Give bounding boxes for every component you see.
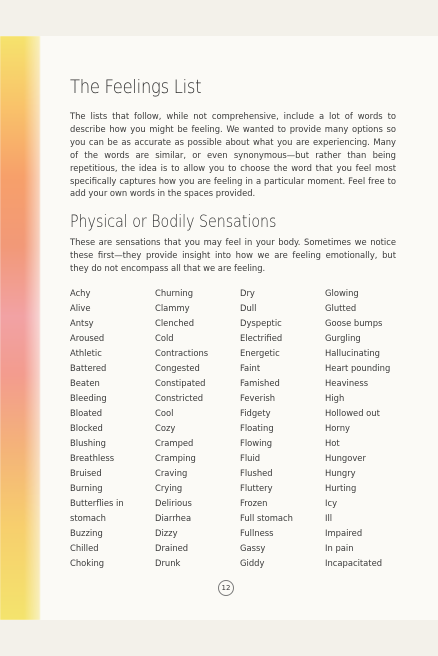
feeling-word: Ill bbox=[325, 513, 333, 523]
feeling-word: Chilled bbox=[70, 543, 99, 553]
feeling-word: Gurgling bbox=[325, 333, 361, 343]
feeling-word: Hot bbox=[325, 438, 340, 448]
feeling-word: Cozy bbox=[155, 423, 176, 433]
feeling-word: Heaviness bbox=[325, 378, 369, 388]
feeling-word: Hungry bbox=[325, 468, 356, 478]
feeling-word: Clenched bbox=[155, 318, 195, 328]
feeling-word: Dull bbox=[240, 303, 257, 313]
feeling-word: Diarrhea bbox=[155, 513, 192, 523]
feeling-word: Cold bbox=[155, 333, 174, 343]
feeling-word: Buzzing bbox=[70, 528, 103, 538]
feeling-word: Hungover bbox=[325, 453, 366, 463]
feeling-word: Flowing bbox=[240, 438, 273, 448]
feeling-word: Congested bbox=[155, 363, 200, 373]
feeling-word: Faint bbox=[240, 363, 261, 373]
page-title: The Feelings List bbox=[70, 76, 202, 98]
feeling-word: Giddy bbox=[240, 558, 265, 568]
feeling-word: Dry bbox=[240, 288, 255, 298]
feeling-word: Burning bbox=[70, 483, 103, 493]
feeling-word: Energetic bbox=[240, 348, 280, 358]
feeling-word: Fluttery bbox=[240, 483, 273, 493]
feeling-word: Dizzy bbox=[155, 528, 178, 538]
feeling-word: Flushed bbox=[240, 468, 273, 478]
feeling-word: Fullness bbox=[240, 528, 274, 538]
gradient-color-strip bbox=[0, 36, 40, 620]
feeling-word: Clammy bbox=[155, 303, 190, 313]
section-heading: Physical or Bodily Sensations bbox=[70, 212, 277, 231]
feeling-word: Floating bbox=[240, 423, 274, 433]
feeling-word: Dyspeptic bbox=[240, 318, 282, 328]
feeling-word: Full stomach bbox=[240, 513, 293, 523]
feeling-word: Goose bumps bbox=[325, 318, 383, 328]
feeling-word: Famished bbox=[240, 378, 280, 388]
section-description: These are sensations that you may feel in your body. Sometimes we notice these first—they provide insight into how we are feeling emotionally, but they do not encompass all that we are feeling. bbox=[70, 237, 396, 273]
feeling-word: Frozen bbox=[240, 498, 268, 508]
feeling-word: Hurting bbox=[325, 483, 357, 493]
feeling-word: Glutted bbox=[325, 303, 357, 313]
feeling-word: Bloated bbox=[70, 408, 103, 418]
feeling-word: Churning bbox=[155, 288, 194, 298]
feeling-word: Hollowed out bbox=[325, 408, 380, 418]
feeling-word: Hallucinating bbox=[325, 348, 380, 358]
feeling-word: Incapacitated bbox=[325, 558, 383, 568]
word-column-1 bbox=[70, 286, 152, 571]
word-column-2 bbox=[155, 286, 237, 571]
feeling-word: Beaten bbox=[70, 378, 100, 388]
feeling-word: Electrified bbox=[240, 333, 283, 343]
feeling-word: Athletic bbox=[70, 348, 102, 358]
feeling-word: Glowing bbox=[325, 288, 359, 298]
word-column-4 bbox=[325, 286, 405, 571]
feeling-word: Feverish bbox=[240, 393, 276, 403]
feeling-word: Bruised bbox=[70, 468, 102, 478]
feeling-word: Horny bbox=[325, 423, 350, 433]
feeling-word: Heart pounding bbox=[325, 363, 391, 373]
feeling-word: Battered bbox=[70, 363, 107, 373]
feeling-word: Achy bbox=[70, 288, 91, 298]
word-column-3 bbox=[240, 286, 324, 571]
feeling-word: Alive bbox=[70, 303, 91, 313]
feeling-word: In pain bbox=[325, 543, 354, 553]
intro-paragraph: The lists that follow, while not comprehensive, include a lot of words to describe how you might be feeling. We wanted to provide many options so you can be as accurate as possible about what you are experiencing. Many of the words are similar, or even synonymous—but rather than being repetitious, the idea is to allow you to choose the word that you feel most specifically captures how you are feeling in a particular moment. Feel free to add your own words in the spaces provided. bbox=[70, 111, 396, 199]
feeling-word: Drunk bbox=[155, 558, 181, 568]
feeling-word: Breathless bbox=[70, 453, 115, 463]
feeling-word: Fidgety bbox=[240, 408, 271, 418]
feeling-word: Gassy bbox=[240, 543, 266, 553]
feeling-word: Icy bbox=[325, 498, 338, 508]
feeling-word: Bleeding bbox=[70, 393, 107, 403]
feeling-word: Antsy bbox=[70, 318, 94, 328]
feeling-word: Choking bbox=[70, 558, 105, 568]
book-page bbox=[0, 36, 438, 620]
feeling-word: Blushing bbox=[70, 438, 107, 448]
feeling-word: Contractions bbox=[155, 348, 209, 358]
feeling-word: Cool bbox=[155, 408, 174, 418]
feeling-word: Cramping bbox=[155, 453, 196, 463]
feeling-word: Delirious bbox=[155, 498, 192, 508]
feeling-word: High bbox=[325, 393, 345, 403]
feeling-word: Cramped bbox=[155, 438, 194, 448]
feeling-word: Butterflies in stomach bbox=[70, 498, 124, 523]
feeling-word: Constricted bbox=[155, 393, 204, 403]
feeling-word: Fluid bbox=[240, 453, 261, 463]
feeling-word: Constipated bbox=[155, 378, 206, 388]
feeling-word: Impaired bbox=[325, 528, 363, 538]
feeling-word: Drained bbox=[155, 543, 189, 553]
feeling-word: Craving bbox=[155, 468, 188, 478]
feeling-word: Aroused bbox=[70, 333, 105, 343]
page-number-badge: 12 bbox=[218, 580, 234, 596]
feeling-word: Blocked bbox=[70, 423, 103, 433]
feeling-word: Crying bbox=[155, 483, 183, 493]
